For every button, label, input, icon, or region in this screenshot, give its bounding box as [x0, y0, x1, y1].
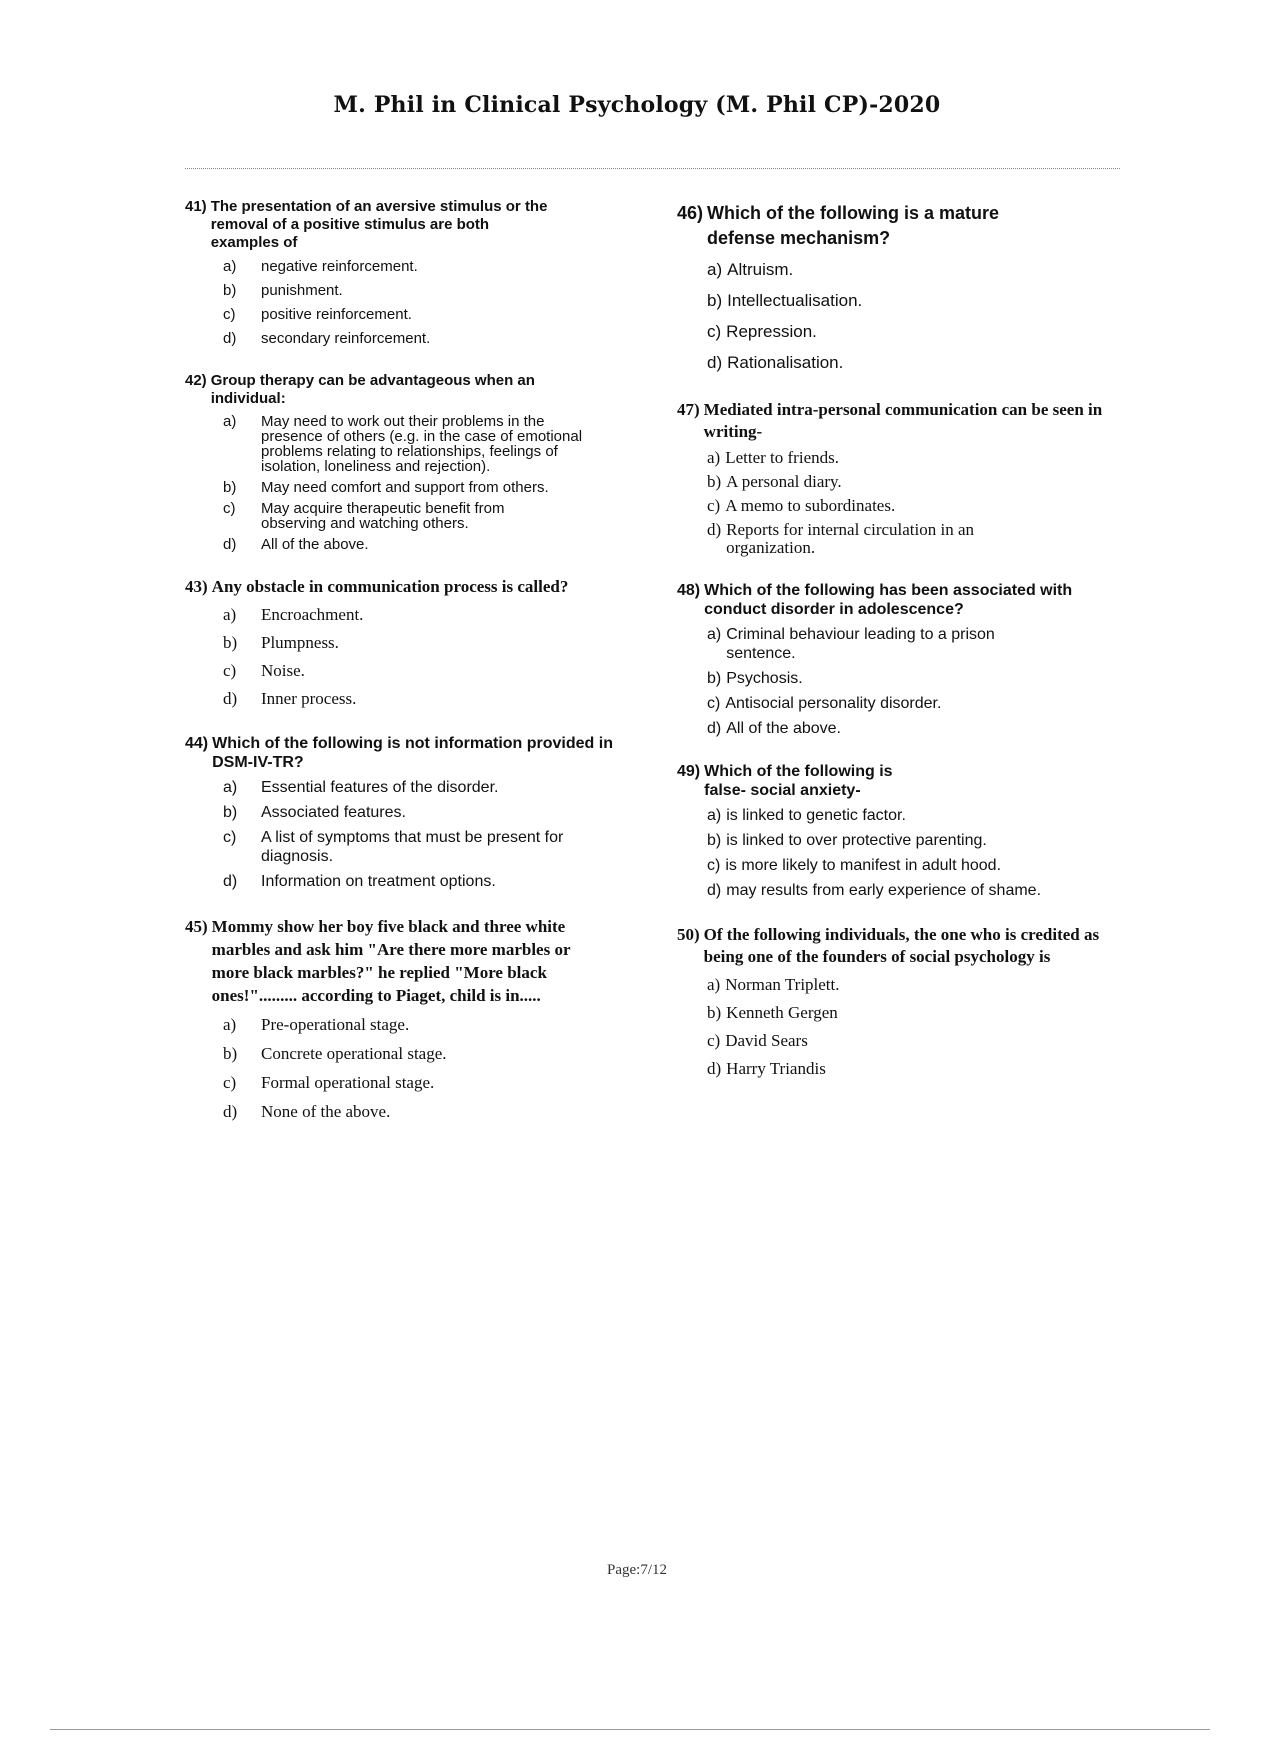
question-number: 43): [185, 577, 208, 596]
option-a: a) Altruism.: [707, 260, 794, 279]
question-44: [185, 734, 640, 891]
option-d: d) All of the above.: [223, 536, 369, 553]
question-text: Which of the following has been associated with conduct disorder in adolescence?: [704, 582, 1073, 618]
question-text: Which of the following is a mature defense mechanism?: [707, 203, 1000, 248]
option-d: d) All of the above.: [707, 720, 841, 737]
option-c: c) Noise.: [223, 661, 305, 680]
question-number: 41): [185, 198, 207, 215]
question-46: [677, 201, 1122, 375]
option-d: d) secondary reinforcement.: [223, 330, 431, 347]
option-b: b) Psychosis.: [707, 670, 803, 687]
question-number: 45): [185, 917, 208, 936]
question-text: Mediated intra-personal communication can be seen in writing-: [703, 400, 1103, 441]
option-b: b) Kenneth Gergen: [707, 1003, 838, 1022]
header-divider: [185, 168, 1120, 169]
question-text: Of the following individuals, the one who is credited as being one of the founders of social psychology is: [703, 925, 1100, 966]
option-c: c) Formal operational stage.: [223, 1073, 435, 1092]
question-49: [677, 762, 1122, 900]
option-d: d) Inner process.: [223, 689, 357, 708]
option-d: d) Information on treatment options.: [223, 873, 496, 890]
question-number: 46): [677, 203, 704, 223]
question-number: 49): [677, 763, 701, 780]
question-number: 44): [185, 735, 209, 752]
question-45: [185, 915, 640, 1123]
question-47: [677, 399, 1122, 557]
right-column: [677, 201, 1122, 1104]
question-43: [185, 576, 640, 710]
option-a: a) Encroachment.: [223, 605, 364, 624]
footer-divider: [50, 1729, 1210, 1730]
option-b: b) Concrete operational stage.: [223, 1044, 447, 1063]
option-b: b) Plumpness.: [223, 633, 339, 652]
option-a: a) Essential features of the disorder.: [223, 779, 499, 796]
option-a: a) Letter to friends.: [707, 448, 839, 467]
option-c: c) is more likely to manifest in adult hood.: [707, 857, 1002, 874]
option-c: c) A list of symptoms that must be present for diagnosis.: [223, 829, 564, 865]
question-50: [677, 924, 1122, 1080]
option-a: a) negative reinforcement.: [223, 258, 418, 275]
option-c: c) May acquire therapeutic benefit from observing and watching others.: [223, 500, 505, 532]
question-text: Any obstacle in communication process is called?: [211, 577, 569, 596]
option-c: c) Repression.: [707, 322, 817, 341]
option-d: d) Reports for internal circulation in an organization.: [707, 520, 975, 557]
option-a: a) is linked to genetic factor.: [707, 807, 906, 824]
question-number: 50): [677, 925, 700, 944]
option-d: d) may results from early experience of shame.: [707, 882, 1042, 899]
question-text: Which of the following is false- social anxiety-: [704, 763, 893, 799]
option-b: b) Associated features.: [223, 804, 406, 821]
option-a: a) Criminal behaviour leading to a prison sentence.: [707, 626, 995, 662]
option-a: a) May need to work out their problems in the presence of others (e.g. in the case of emotional problems relating to relationships, feelings of isolation, loneliness and rejection).: [223, 413, 583, 475]
question-text: The presentation of an aversive stimulus or the removal of a positive stimulus are both examples of: [210, 198, 548, 251]
question-number: 42): [185, 372, 207, 389]
question-number: 47): [677, 400, 700, 419]
left-column: [185, 198, 640, 1147]
option-d: d) Rationalisation.: [707, 353, 844, 372]
option-b: b) Intellectualisation.: [707, 291, 863, 310]
page-title: M. Phil in Clinical Psychology (M. Phil CP)-2020: [333, 92, 941, 118]
question-text: Which of the following is not information provided in DSM-IV-TR?: [212, 735, 613, 771]
option-b: b) A personal diary.: [707, 472, 842, 491]
option-b: b) punishment.: [223, 282, 343, 299]
option-b: b) is linked to over protective parenting.: [707, 832, 987, 849]
option-c: c) David Sears: [707, 1031, 808, 1050]
option-d: d) Harry Triandis: [707, 1059, 826, 1078]
question-text: Group therapy can be advantageous when an individual:: [210, 372, 535, 407]
option-c: c) A memo to subordinates.: [707, 496, 896, 515]
question-42: [185, 372, 640, 552]
question-41: [185, 198, 640, 348]
option-b: b) May need comfort and support from others.: [223, 479, 549, 496]
question-number: 48): [677, 582, 701, 599]
option-d: d) None of the above.: [223, 1102, 391, 1121]
question-48: [677, 581, 1122, 738]
option-c: c) positive reinforcement.: [223, 306, 412, 323]
option-a: a) Norman Triplett.: [707, 975, 840, 994]
question-text: Mommy show her boy five black and three white marbles and ask him "Are there more marbles or more black marbles?" he replied "More black ones!"......... according to Piaget, child is in.....: [211, 917, 571, 1005]
page-number: Page:7/12: [607, 1562, 667, 1578]
option-c: c) Antisocial personality disorder.: [707, 695, 942, 712]
option-a: a) Pre-operational stage.: [223, 1015, 410, 1034]
